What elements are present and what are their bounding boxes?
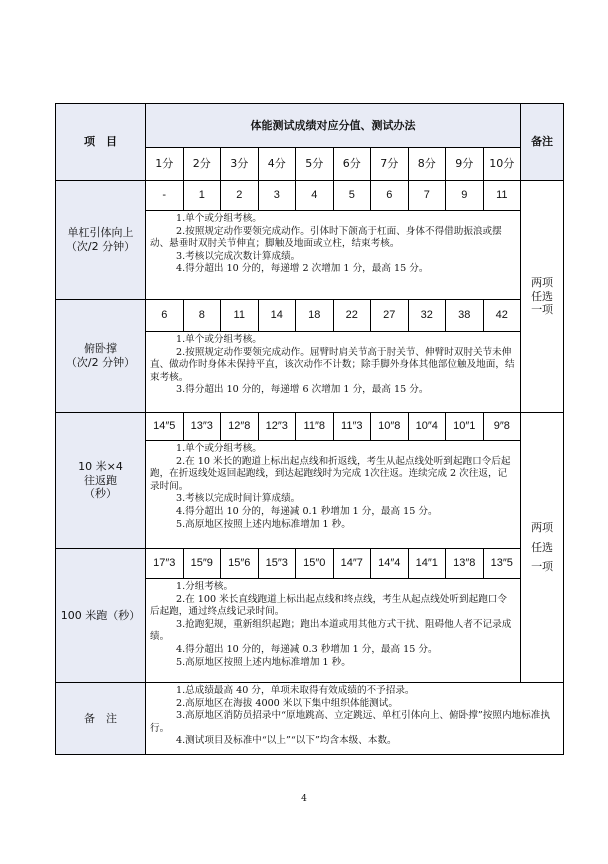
test-method-notes: 1.分组考核。 2.在 100 米长直线跑道上标出起点线和终点线，考生从起点线处听到起跑口令后起跑，通过终点线记录时间。 3.抢跑犯规，重新组织起跑；跑出本道或用其他方式干扰、阻碍他人者不记录成绩。 4.得分超出 10 分的，每递减 0.3 秒增加 1 分，最高 15 分。 5.高原地区按照上述内地标准增加 1 秒。	[146, 579, 521, 683]
score-value: 15″9	[183, 549, 221, 579]
score-value: 9	[446, 181, 484, 211]
score-value: 13″8	[446, 549, 484, 579]
score-value: 3	[258, 181, 296, 211]
score-value: -	[146, 181, 184, 211]
table-row	[56, 413, 564, 441]
score-header: 4分	[258, 148, 296, 181]
score-value: 9″8	[483, 413, 521, 441]
score-header: 5分	[296, 148, 334, 181]
score-header: 7分	[371, 148, 409, 181]
table-row	[56, 300, 564, 332]
table-title: 体能测试成绩对应分值、测试办法	[146, 104, 521, 148]
table-row	[56, 549, 564, 579]
score-header: 2分	[183, 148, 221, 181]
score-value: 38	[446, 300, 484, 332]
remark-cell: 两项 任选 一项	[521, 181, 564, 413]
score-value: 13″3	[183, 413, 221, 441]
score-value: 27	[371, 300, 409, 332]
score-value: 14	[258, 300, 296, 332]
remark-header: 备注	[521, 104, 564, 181]
score-header: 8分	[408, 148, 446, 181]
score-value: 6	[146, 300, 184, 332]
item-header: 项 目	[56, 104, 146, 181]
score-value: 5	[333, 181, 371, 211]
score-value: 10″1	[446, 413, 484, 441]
footer-remark-notes: 1.总成绩最高 40 分，单项未取得有效成绩的不予招录。 2.高原地区在海拔 4000 米以下集中组织体能测试。 3.高原地区消防员招录中“原地跳高、立定跳远、单杠引体向上、俯卧撑”按照内地标准执行。 4.测试项目及标准中“以上”“以下”均含本级、本数。	[146, 683, 564, 755]
score-value: 15″0	[296, 549, 334, 579]
score-value: 2	[221, 181, 259, 211]
score-value: 11″8	[296, 413, 334, 441]
score-value: 32	[408, 300, 446, 332]
score-value: 14″1	[408, 549, 446, 579]
score-header: 9分	[446, 148, 484, 181]
item-name: 单杠引体向上 （次/2 分钟）	[56, 181, 146, 300]
score-value: 10″4	[408, 413, 446, 441]
score-value: 11″3	[333, 413, 371, 441]
score-value: 8	[183, 300, 221, 332]
score-value: 22	[333, 300, 371, 332]
score-value: 42	[483, 300, 521, 332]
score-value: 15″6	[221, 549, 259, 579]
score-header: 10分	[483, 148, 521, 181]
test-method-notes: 1.单个或分组考核。 2.按照规定动作要领完成动作。屈臂时肩关节高于肘关节、伸臂时双肘关节未伸直、做动作时身体未保持平直，该次动作不计数；除手脚外身体其他部位触及地面，结束考核。 3.得分超出 10 分的，每递增 6 次增加 1 分，最高 15 分。	[146, 332, 521, 413]
remark-cell: 两项 任选 一项	[521, 413, 564, 683]
item-name: 100 米跑（秒）	[56, 549, 146, 683]
score-value: 10″8	[371, 413, 409, 441]
score-value: 1	[183, 181, 221, 211]
score-value: 13″5	[483, 549, 521, 579]
score-value: 18	[296, 300, 334, 332]
fitness-standards-table	[55, 103, 564, 755]
score-value: 4	[296, 181, 334, 211]
score-value: 6	[371, 181, 409, 211]
score-value: 17″3	[146, 549, 184, 579]
score-value: 11	[483, 181, 521, 211]
score-value: 11	[221, 300, 259, 332]
table-row	[56, 181, 564, 211]
score-value: 14″5	[146, 413, 184, 441]
score-value: 12″3	[258, 413, 296, 441]
score-header: 1分	[146, 148, 184, 181]
item-name: 俯卧撑 （次/2 分钟）	[56, 300, 146, 413]
test-method-notes: 1.单个或分组考核。 2.在 10 米长的跑道上标出起点线和折返线，考生从起点线处听到起跑口令后起跑，在折返线处返回起跑线，到达起跑线时为完成 1次往返。连续完成 2 次往返，记录时间。 3.考核以完成时间计算成绩。 4.得分超出 10 分的，每递减 0.1 秒增加 1 分，最高 15 分。 5.高原地区按照上述内地标准增加 1 秒。	[146, 441, 521, 549]
test-method-notes: 1.单个或分组考核。 2.按照规定动作要领完成动作。引体时下颌高于杠面、身体不得借助振浪或摆动、悬垂时双肘关节伸直；脚触及地面或立柱，结束考核。 3.考核以完成次数计算成绩。 4.得分超出 10 分的，每递增 2 次增加 1 分，最高 15 分。	[146, 211, 521, 300]
score-value: 14″7	[333, 549, 371, 579]
table-row	[56, 683, 564, 755]
score-value: 14″4	[371, 549, 409, 579]
score-value: 7	[408, 181, 446, 211]
footer-remark-label: 备 注	[56, 683, 146, 755]
page-number: 4	[301, 794, 307, 804]
score-value: 15″3	[258, 549, 296, 579]
score-header: 6分	[333, 148, 371, 181]
score-value: 12″8	[221, 413, 259, 441]
score-header: 3分	[221, 148, 259, 181]
item-name: 10 米×4 往返跑 （秒）	[56, 413, 146, 549]
